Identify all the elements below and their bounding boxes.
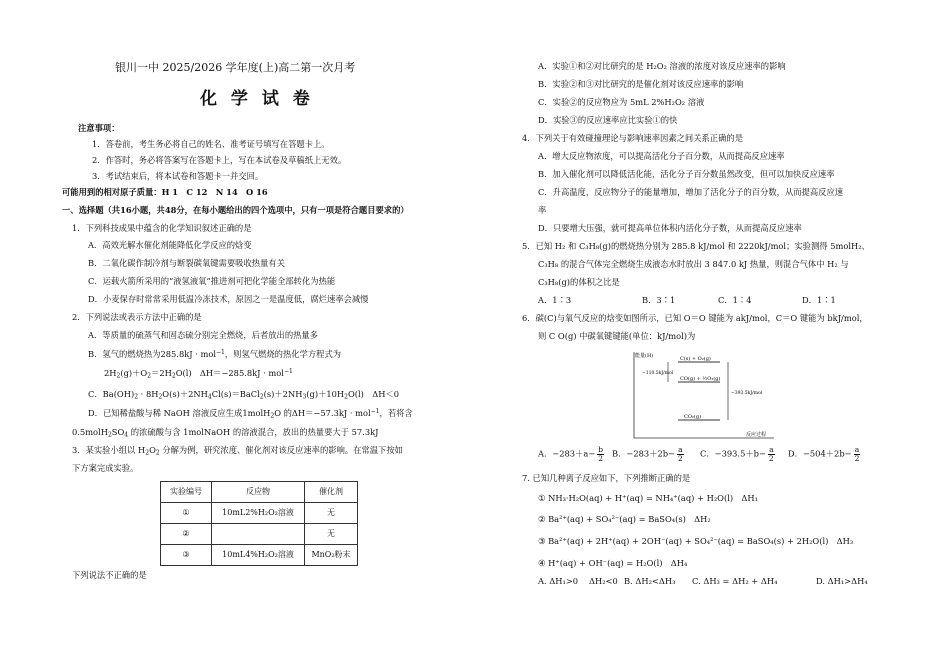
q5-option-a: A．1∶3 (538, 295, 572, 305)
q5-line1: 5．已知 H₂ 和 C₃H₈(g)的燃烧热分别为 285.8 kJ/mol 和 2220kJ/mol；实验测得 5molH₂、 (522, 241, 870, 251)
exam-title: 银川一中 2025/2026 学年度(上)高二第一次月考 (115, 61, 356, 74)
q7-equation-1: ① NH₃·H₂O(aq) + H⁺(aq) = NH₄⁺(aq) + H₂O(l) ΔH₁ (538, 493, 758, 503)
notice-heading: 注意事项： (78, 123, 120, 133)
q1-option-b: B．二氧化碳作制冷剂与断裂碳氧键需要吸收热量有关 (88, 258, 285, 268)
q7-option-a: A. ΔH₁>0 ΔH₂<0 (538, 576, 618, 586)
table-row (161, 503, 358, 524)
dh-label: −393.5kJ/mol (731, 391, 763, 396)
q6-line1: 6．碳(C)与氧气反应的焓变如图所示，已知 O＝O 键能为 akJ/mol，C＝O 键能为 bkJ/mol， (522, 313, 868, 323)
subject-title: 化 学 试 卷 (200, 89, 314, 109)
q1-stem: 1．下列科技成果中蕴含的化学知识叙述正确的是 (72, 223, 252, 233)
q6-option-b: B．−283＋2b− $\frac{a}{2}$ (612, 445, 683, 463)
q7-option-d: D. ΔH₁>ΔH₄ (816, 576, 868, 586)
section1-heading: 一、选择题（共16小题，共48分，在每小题给出的四个选项中，只有一项是符合题目要求的） (62, 205, 409, 215)
table-cell: 10mL2%H₂O₂溶液 (212, 503, 305, 524)
q3-stem: 3．某实验小组以 $H_2O_2$ 分解为例，研究浓度、催化剂对该反应速率的影响。在常温下按如 (72, 445, 403, 457)
q2-stem: 2．下列说法或表示方法中正确的是 (72, 312, 202, 322)
q3-option-c: C．实验②的反应物应为 5mL 2%H₂O₂ 溶液 (538, 97, 705, 107)
q7-equation-3: ③ Ba²⁺(aq) + 2H⁺(aq) + 2OH⁻(aq) + SO₄²⁻(aq) = BaSO₄(s) + 2H₂O(l) ΔH₃ (538, 536, 854, 546)
q4-option-c: C．升高温度，反应物分子的能量增加，增加了活化分子的百分数，从而提高反应速 (538, 187, 844, 197)
table-cell: ① (161, 503, 212, 524)
level-label: CO₂(g) (684, 414, 702, 420)
q4-option-d: D．只要增大压强，就可提高单位体积内活化分子数，从而提高反应速率 (538, 223, 802, 233)
table-cell: ② (161, 524, 212, 545)
table-header-row (161, 482, 358, 503)
q2-option-a: A．等质量的硫蒸气和固态硫分别完全燃烧，后者放出的热量多 (88, 330, 319, 340)
q3-option-b: B．实验②和③对比研究的是催化剂对该反应速率的影响 (538, 79, 744, 89)
q5-option-d: D．1∶1 (802, 295, 836, 305)
dh-label: −110.5kJ/mol (642, 371, 674, 376)
q4-option-c-line2: 率 (538, 205, 547, 215)
table-cell: 10mL4%H₂O₂溶液 (212, 545, 305, 566)
q7-option-b: B. ΔH₂<ΔH₃ (624, 576, 676, 586)
enthalpy-diagram (628, 348, 778, 444)
level-label: C(s) + O₂(g) (680, 356, 711, 362)
q7-option-c: C. ΔH₃ = ΔH₂ + ΔH₄ (692, 576, 778, 586)
q2-option-d: D．已知稀盐酸与稀 NaOH 溶液反应生成1molH$_2$O 的ΔH＝−57.3kJ · mol$^{-1}$，若将含 (88, 408, 413, 420)
q5-option-b: B．3∶1 (642, 295, 676, 305)
q1-option-a: A．高效光解水催化剂能降低化学反应的焓变 (88, 240, 252, 250)
q4-option-a: A．增大反应物浓度，可以提高活化分子百分数，从而提高反应速率 (538, 151, 785, 161)
q1-option-c: C．运载火箭所采用的“液氢液氧”推进剂可把化学能全部转化为热能 (88, 276, 336, 286)
q3-option-a: A．实验①和②对比研究的是 H₂O₂ 溶液的浓度对该反应速率的影响 (538, 61, 786, 71)
table-cell (212, 524, 305, 545)
y-axis-label: 能量(H) (635, 353, 654, 359)
q1-option-d: D．小麦保存时常常采用低温冷冻技术，原因之一是温度低，腐烂速率会减慢 (88, 294, 369, 304)
table-header: 反应物 (212, 482, 305, 503)
q6-option-d: D．−504＋2b− $\frac{a}{2}$ (788, 445, 860, 463)
q2-option-b-equation: $2H_2(g)+O_2=2H_2O(l)$ ΔH＝−285.8kJ · mol$^{-1}$ (104, 368, 293, 380)
q3-option-d: D．实验③的反应速率应比实验①的快 (538, 115, 678, 125)
q5-option-c: C．1∶4 (718, 295, 752, 305)
table-cell: 无 (305, 503, 358, 524)
q2-option-d-line2: $0.5molH_2SO_4$ 的浓硫酸与含 1molNaOH 的溶液混合，放出的热量要大于 57.3kJ (72, 427, 379, 439)
q2-option-c: C．$Ba(OH)_2$ · $8H_2O(s)+2NH_4Cl(s)=BaCl_2(s)+2NH_3(g)+10H_2O(l)$ ΔH＜0 (88, 389, 400, 401)
q2-option-b: B．氢气的燃烧热为285.8kJ · mol$^{-1}$，则氢气燃烧的热化学方程式为 (88, 349, 342, 359)
q5-line3: C₃H₈(g)的体积之比是 (538, 277, 620, 287)
notice-item-1: 1．答卷前，考生务必将自己的姓名、准考证号填写在答题卡上。 (92, 139, 330, 149)
q4-option-b: B．加入催化剂可以降低活化能，活化分子百分数虽然改变，但可以加快反应速率 (538, 169, 835, 179)
experiment-table (160, 481, 358, 566)
q7-stem: 7. 已知几种离子反应如下，下列推断正确的是 (522, 473, 691, 483)
table-header: 催化剂 (305, 482, 358, 503)
q6-option-a: A．−283＋a− $\frac{b}{2}$ (538, 445, 604, 463)
x-axis-label: 反应过程 (746, 432, 767, 438)
q7-equation-2: ② Ba²⁺(aq) + SO₄²⁻(aq) = BaSO₄(s) ΔH₂ (538, 514, 711, 524)
notice-item-3: 3．考试结束后，将本试卷和答题卡一并交回。 (92, 171, 264, 181)
level-label: CO(g) + ½O₂(g) (680, 376, 721, 382)
table-cell: MnO₂粉末 (305, 545, 358, 566)
q3-tail: 下列说法不正确的是 (72, 570, 147, 580)
table-cell: ③ (161, 545, 212, 566)
q3-stem-line2: 下方案完成实验。 (72, 463, 139, 473)
notice-item-2: 2．作答时，务必将答案写在答题卡上，写在本试卷及草稿纸上无效。 (92, 155, 347, 165)
atomic-masses: 可能用到的相对原子质量：H 1 C 12 N 14 O 16 (62, 187, 268, 197)
q6-line2: 则 C O(g) 中碳氧键键能(单位：kJ/mol)为 (538, 331, 696, 341)
q6-option-c: C．−393.5＋b− $\frac{a}{2}$ (700, 445, 774, 463)
table-row (161, 524, 358, 545)
q7-equation-4: ④ H⁺(aq) + OH⁻(aq) = H₂O(l) ΔH₄ (538, 558, 688, 568)
q4-stem: 4．下列关于有效碰撞理论与影响速率因素之间关系正确的是 (522, 133, 743, 143)
table-header: 实验编号 (161, 482, 212, 503)
table-cell: 无 (305, 524, 358, 545)
q5-line2: C₃H₈ 的混合气体完全燃烧生成液态水时放出 3 847.0 kJ 热量，则混合气体中 H₂ 与 (538, 259, 849, 269)
table-row (161, 545, 358, 566)
